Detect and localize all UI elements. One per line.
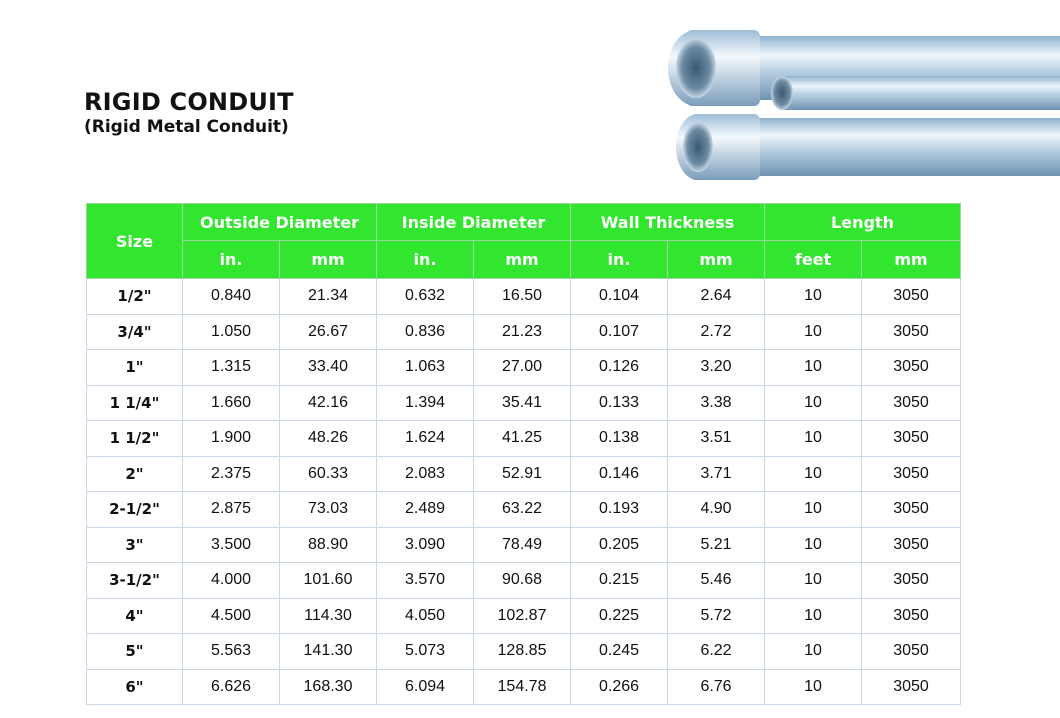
unit-header: mm <box>668 241 765 279</box>
group-header-inside-diameter: Inside Diameter <box>377 204 571 241</box>
table-cell: 78.49 <box>474 527 571 563</box>
table-cell: 0.836 <box>377 314 474 350</box>
table-cell: 3050 <box>862 563 961 599</box>
table-cell: 0.107 <box>571 314 668 350</box>
table-cell: 1.660 <box>183 385 280 421</box>
table-cell: 3.71 <box>668 456 765 492</box>
size-cell: 5" <box>87 634 183 670</box>
table-cell: 42.16 <box>280 385 377 421</box>
table-cell: 60.33 <box>280 456 377 492</box>
size-cell: 1 1/2" <box>87 421 183 457</box>
table-row <box>87 669 961 705</box>
unit-header: mm <box>862 241 961 279</box>
table-cell: 2.083 <box>377 456 474 492</box>
table-cell: 4.90 <box>668 492 765 528</box>
table-cell: 16.50 <box>474 279 571 315</box>
table-cell: 0.126 <box>571 350 668 386</box>
table-cell: 3.38 <box>668 385 765 421</box>
table-row <box>87 598 961 634</box>
table-cell: 0.225 <box>571 598 668 634</box>
conduit-spec-table <box>86 203 961 705</box>
table-cell: 2.375 <box>183 456 280 492</box>
unit-header: feet <box>765 241 862 279</box>
table-cell: 0.266 <box>571 669 668 705</box>
table-cell: 1.315 <box>183 350 280 386</box>
table-cell: 141.30 <box>280 634 377 670</box>
table-cell: 128.85 <box>474 634 571 670</box>
table-cell: 52.91 <box>474 456 571 492</box>
table-cell: 6.626 <box>183 669 280 705</box>
table-cell: 3050 <box>862 385 961 421</box>
table-cell: 0.146 <box>571 456 668 492</box>
table-cell: 48.26 <box>280 421 377 457</box>
size-cell: 4" <box>87 598 183 634</box>
table-cell: 0.215 <box>571 563 668 599</box>
size-cell: 1" <box>87 350 183 386</box>
table-cell: 2.72 <box>668 314 765 350</box>
table-cell: 6.22 <box>668 634 765 670</box>
table-cell: 5.073 <box>377 634 474 670</box>
table-cell: 10 <box>765 598 862 634</box>
table-cell: 0.245 <box>571 634 668 670</box>
table-cell: 3050 <box>862 421 961 457</box>
table-cell: 1.900 <box>183 421 280 457</box>
table-cell: 4.050 <box>377 598 474 634</box>
table-row <box>87 279 961 315</box>
table-cell: 3.20 <box>668 350 765 386</box>
size-cell: 1/2" <box>87 279 183 315</box>
table-cell: 21.34 <box>280 279 377 315</box>
table-cell: 168.30 <box>280 669 377 705</box>
unit-header: in. <box>571 241 668 279</box>
pipe-opening <box>676 38 716 98</box>
table-cell: 10 <box>765 563 862 599</box>
table-cell: 0.133 <box>571 385 668 421</box>
unit-header: mm <box>280 241 377 279</box>
table-cell: 0.205 <box>571 527 668 563</box>
table-cell: 101.60 <box>280 563 377 599</box>
table-body <box>87 279 961 705</box>
table-cell: 2.875 <box>183 492 280 528</box>
size-header: Size <box>87 204 183 279</box>
table-row <box>87 314 961 350</box>
table-cell: 3050 <box>862 598 961 634</box>
table-cell: 10 <box>765 314 862 350</box>
table-row <box>87 385 961 421</box>
table-cell: 10 <box>765 527 862 563</box>
table-cell: 5.21 <box>668 527 765 563</box>
table-cell: 2.489 <box>377 492 474 528</box>
table-cell: 1.050 <box>183 314 280 350</box>
group-header-length: Length <box>765 204 961 241</box>
table-cell: 102.87 <box>474 598 571 634</box>
table-cell: 3.570 <box>377 563 474 599</box>
table-cell: 5.563 <box>183 634 280 670</box>
table-row <box>87 456 961 492</box>
table-cell: 154.78 <box>474 669 571 705</box>
table-cell: 10 <box>765 279 862 315</box>
table-cell: 0.632 <box>377 279 474 315</box>
size-cell: 3-1/2" <box>87 563 183 599</box>
table-cell: 1.063 <box>377 350 474 386</box>
table-cell: 10 <box>765 456 862 492</box>
table-cell: 1.394 <box>377 385 474 421</box>
table-cell: 114.30 <box>280 598 377 634</box>
table-cell: 10 <box>765 634 862 670</box>
table-cell: 0.104 <box>571 279 668 315</box>
table-cell: 2.64 <box>668 279 765 315</box>
table-cell: 41.25 <box>474 421 571 457</box>
table-cell: 10 <box>765 385 862 421</box>
table-cell: 4.000 <box>183 563 280 599</box>
table-cell: 5.72 <box>668 598 765 634</box>
table-cell: 10 <box>765 669 862 705</box>
group-header-wall-thickness: Wall Thickness <box>571 204 765 241</box>
table-cell: 6.094 <box>377 669 474 705</box>
table-cell: 3050 <box>862 350 961 386</box>
table-cell: 1.624 <box>377 421 474 457</box>
table-row <box>87 563 961 599</box>
unit-header: mm <box>474 241 571 279</box>
table-cell: 3050 <box>862 634 961 670</box>
pipe-opening <box>771 76 793 110</box>
table-cell: 90.68 <box>474 563 571 599</box>
table-cell: 0.840 <box>183 279 280 315</box>
table-cell: 5.46 <box>668 563 765 599</box>
table-row <box>87 527 961 563</box>
table-cell: 0.193 <box>571 492 668 528</box>
table-cell: 3050 <box>862 527 961 563</box>
page-title: RIGID CONDUIT <box>84 88 294 116</box>
table-cell: 33.40 <box>280 350 377 386</box>
table-cell: 3.090 <box>377 527 474 563</box>
table-cell: 3050 <box>862 314 961 350</box>
unit-header: in. <box>377 241 474 279</box>
table-cell: 35.41 <box>474 385 571 421</box>
table-cell: 63.22 <box>474 492 571 528</box>
table-cell: 3.500 <box>183 527 280 563</box>
table-cell: 3050 <box>862 279 961 315</box>
pipe-body <box>780 76 1060 110</box>
table-cell: 4.500 <box>183 598 280 634</box>
table-row <box>87 492 961 528</box>
table-cell: 10 <box>765 421 862 457</box>
table-cell: 6.76 <box>668 669 765 705</box>
table-cell: 3050 <box>862 456 961 492</box>
pipe-opening <box>683 122 713 172</box>
size-cell: 3" <box>87 527 183 563</box>
table-cell: 0.138 <box>571 421 668 457</box>
size-cell: 2-1/2" <box>87 492 183 528</box>
header-row-units <box>87 241 961 279</box>
table-cell: 3.51 <box>668 421 765 457</box>
table-cell: 10 <box>765 350 862 386</box>
conduit-pipes-image <box>660 22 1060 182</box>
table-cell: 10 <box>765 492 862 528</box>
table-cell: 3050 <box>862 669 961 705</box>
unit-header: in. <box>183 241 280 279</box>
table-cell: 88.90 <box>280 527 377 563</box>
header-row-groups <box>87 204 961 241</box>
size-cell: 3/4" <box>87 314 183 350</box>
table-row <box>87 350 961 386</box>
size-cell: 2" <box>87 456 183 492</box>
table-cell: 21.23 <box>474 314 571 350</box>
size-cell: 6" <box>87 669 183 705</box>
table-cell: 3050 <box>862 492 961 528</box>
table-cell: 26.67 <box>280 314 377 350</box>
group-header-outside-diameter: Outside Diameter <box>183 204 377 241</box>
table-cell: 27.00 <box>474 350 571 386</box>
page-subtitle: (Rigid Metal Conduit) <box>84 117 289 137</box>
size-cell: 1 1/4" <box>87 385 183 421</box>
table-row <box>87 634 961 670</box>
table-cell: 73.03 <box>280 492 377 528</box>
title-block <box>84 88 294 138</box>
table-row <box>87 421 961 457</box>
pipe-body <box>730 118 1060 176</box>
